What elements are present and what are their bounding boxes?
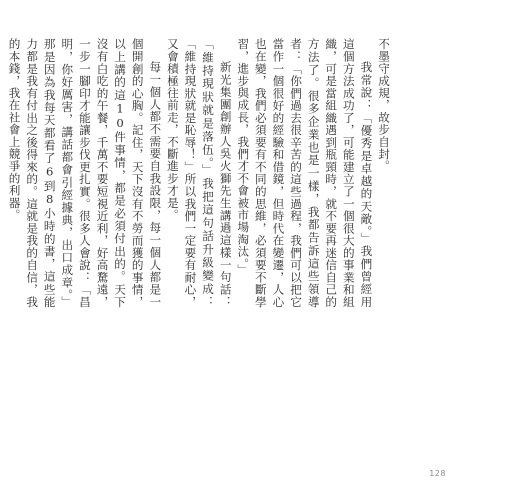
- paragraph-1: 不墨守成規，故步自封。: [377, 38, 391, 173]
- paragraph-2: 我常說：「優秀是卓越的天敵。」我們曾經用這個方法成功了，可能建立了一個很大的事業和組織，可是當組織遇到瓶頸時，就不要再迷信自己的方法了。很多企業也是一樣，我都告訴這些領導者：「你們過去很辛苦的這些過程，我們可以把它當作一個很好的經驗和借鏡，但時代在變遷，人心也在變，我們必須要有不同的思維，必須要不斷學習，進步與成長，我們才不會被市場淘汰。」: [236, 38, 374, 308]
- paragraph-3: 新光集團創辦人吳火獅先生講過這樣一句話：「維持現狀就是落伍。」我把這句話升級變成：「維持現狀就是恥辱！」所以我們一定要有耐心，又會積極往前走，不斷進步才是。: [165, 38, 233, 308]
- page-number: 128: [429, 469, 446, 478]
- vertical-text-body: [5, 38, 392, 308]
- paragraph-4: 每一個人都不需要自我設限，每一個人都是一個開創的心胸。記住，天下沒有不勞而獲的事情，以上講的這10件事情，都是必須付出的。天下沒有白吃的午餐，千萬不要短視近利，好高騖遠，一步一腳印才能讓步伐更扎實。很多人會說：「昌明，你好厲害，講話都會引經據典，出口成章。」那是因為我每天都看了6到8小時的書，這些能力都是我有付出之後得來的。這就是我的自信，我的本錢，我在社會上競爭的利器。: [7, 38, 163, 308]
